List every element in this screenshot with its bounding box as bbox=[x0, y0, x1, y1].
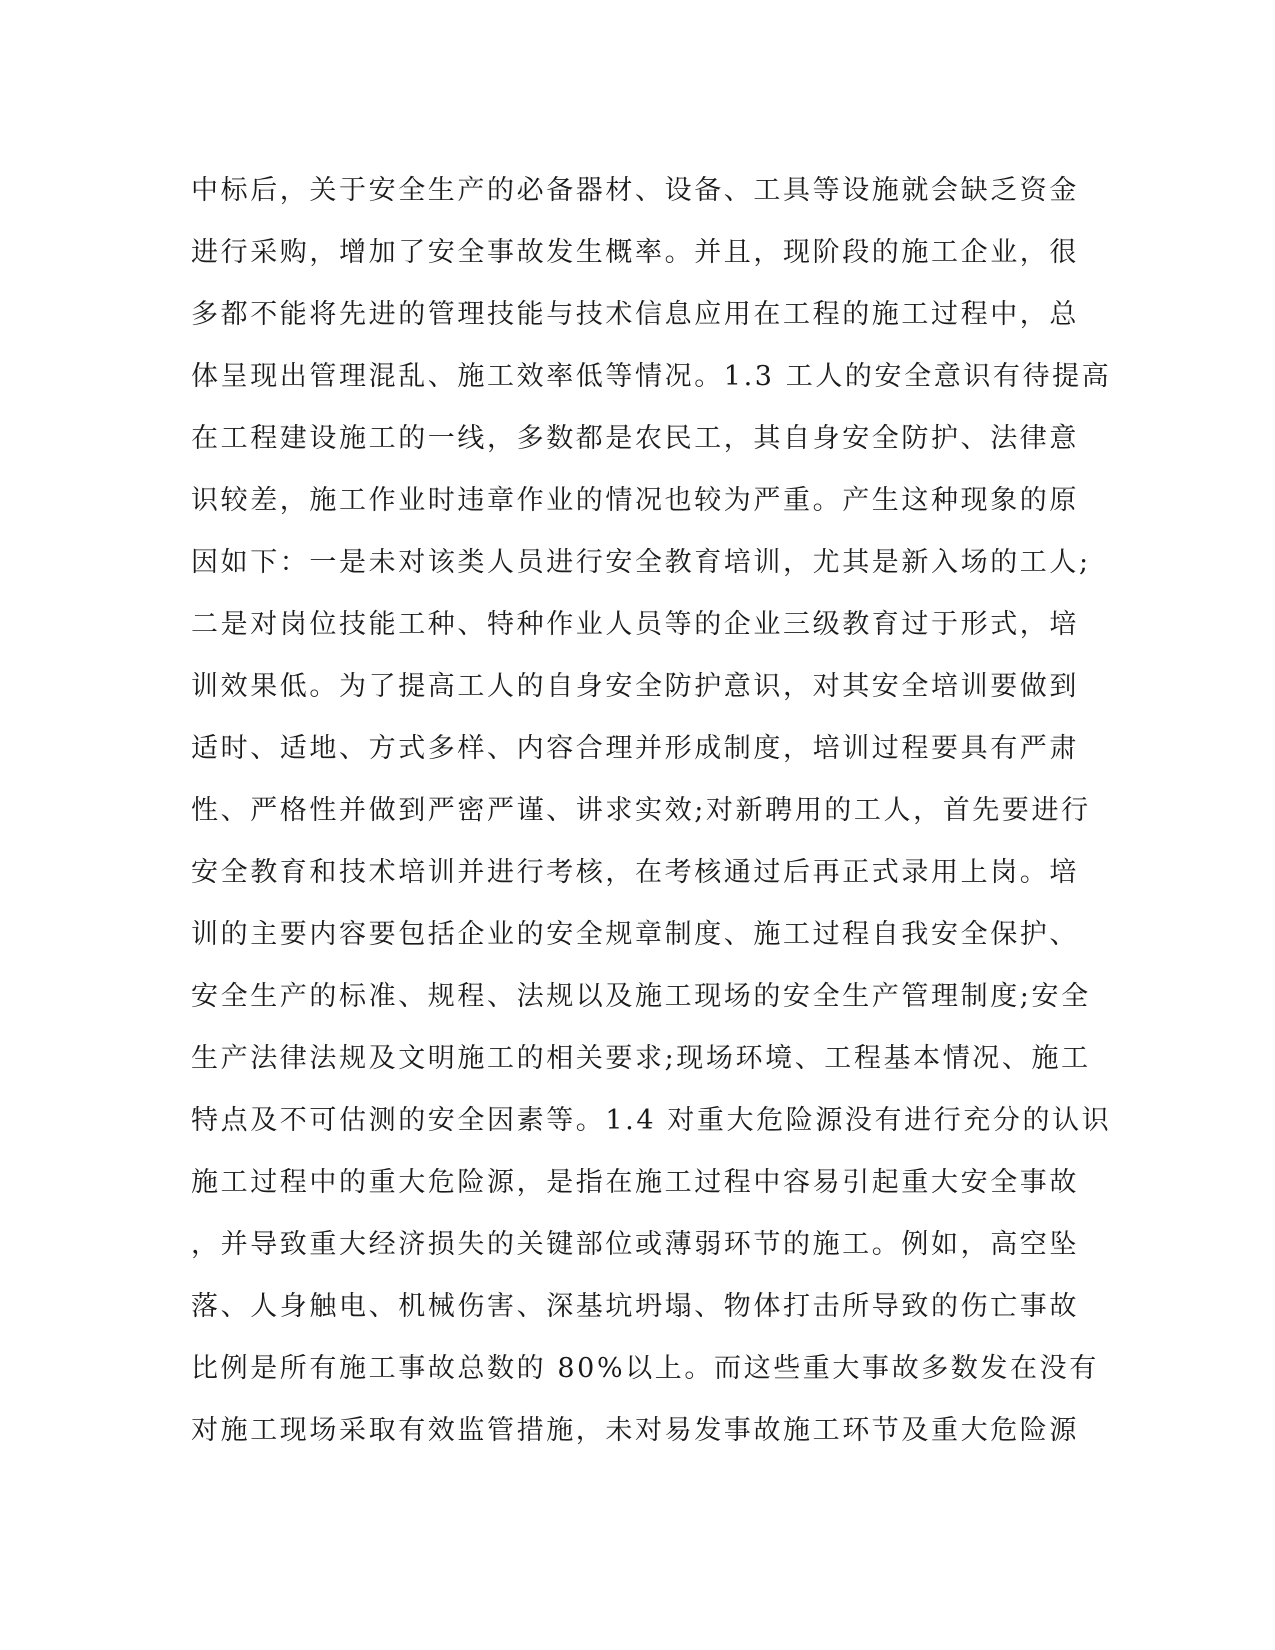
text-line: 生产法律法规及文明施工的相关要求;现场环境、工程基本情况、施工 bbox=[191, 1043, 1091, 1074]
text-line: 对施工现场采取有效监管措施，未对易发事故施工环节及重大危险源 bbox=[191, 1415, 1079, 1446]
text-line: 安全生产的标准、规程、法规以及施工现场的安全生产管理制度;安全 bbox=[191, 981, 1091, 1012]
text-line: 中标后，关于安全生产的必备器材、设备、工具等设施就会缺乏资金 bbox=[191, 175, 1079, 206]
text-line: 比例是所有施工事故总数的 80%以上。而这些重大事故多数发在没有 bbox=[191, 1353, 1099, 1384]
text-line: ，并导致重大经济损失的关键部位或薄弱环节的施工。例如，高空坠 bbox=[191, 1229, 1079, 1260]
text-line: 二是对岗位技能工种、特种作业人员等的企业三级教育过于形式，培 bbox=[191, 609, 1079, 640]
text-line: 多都不能将先进的管理技能与技术信息应用在工程的施工过程中，总 bbox=[191, 299, 1079, 330]
text-line: 进行采购，增加了安全事故发生概率。并且，现阶段的施工企业，很 bbox=[191, 237, 1079, 268]
text-line: 特点及不可估测的安全因素等。1.4 对重大危险源没有进行充分的认识 bbox=[191, 1105, 1112, 1136]
text-line: 安全教育和技术培训并进行考核，在考核通过后再正式录用上岗。培 bbox=[191, 857, 1079, 888]
text-line: 落、人身触电、机械伤害、深基坑坍塌、物体打击所导致的伤亡事故 bbox=[191, 1291, 1079, 1322]
text-line: 性、严格性并做到严密严谨、讲求实效;对新聘用的工人，首先要进行 bbox=[191, 795, 1091, 826]
text-line: 在工程建设施工的一线，多数都是农民工，其自身安全防护、法律意 bbox=[191, 423, 1079, 454]
text-line: 因如下：一是未对该类人员进行安全教育培训，尤其是新入场的工人; bbox=[191, 547, 1091, 578]
text-line: 适时、适地、方式多样、内容合理并形成制度，培训过程要具有严肃 bbox=[191, 733, 1079, 764]
text-line: 训效果低。为了提高工人的自身安全防护意识，对其安全培训要做到 bbox=[191, 671, 1079, 702]
text-line: 体呈现出管理混乱、施工效率低等情况。1.3 工人的安全意识有待提高 bbox=[191, 361, 1112, 392]
body-text bbox=[191, 160, 1112, 1462]
text-line: 施工过程中的重大危险源，是指在施工过程中容易引起重大安全事故 bbox=[191, 1167, 1079, 1198]
text-line: 训的主要内容要包括企业的安全规章制度、施工过程自我安全保护、 bbox=[191, 919, 1079, 950]
text-line: 识较差，施工作业时违章作业的情况也较为严重。产生这种现象的原 bbox=[191, 485, 1079, 516]
